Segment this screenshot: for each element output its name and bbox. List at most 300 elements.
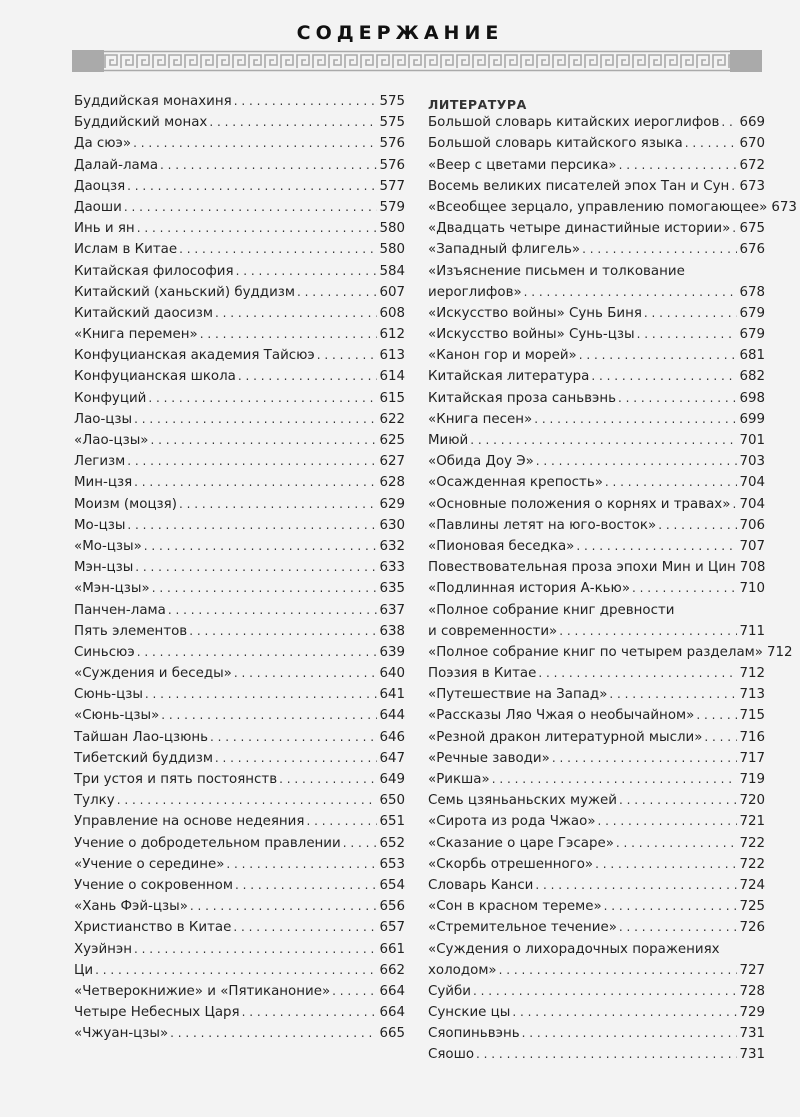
- dot-leader: [179, 497, 377, 511]
- dot-leader: [731, 179, 737, 193]
- toc-page-number: 608: [379, 305, 405, 321]
- toc-entry-title: Христианство в Китае: [74, 920, 232, 936]
- toc-entry-title: Даоши: [74, 199, 122, 215]
- toc-page-number: 731: [739, 1047, 765, 1063]
- toc-entry[interactable]: [74, 391, 405, 412]
- toc-entry[interactable]: [74, 1005, 405, 1026]
- toc-entry[interactable]: [428, 751, 765, 772]
- dot-leader: [234, 666, 378, 680]
- toc-entry-title: Поэзия в Китае: [428, 666, 537, 682]
- dot-leader: [492, 772, 738, 786]
- dot-leader: [238, 369, 378, 383]
- dot-leader: [148, 391, 377, 405]
- toc-page-number: 580: [379, 242, 405, 258]
- toc-entry-title: «Канон гор и морей»: [428, 348, 577, 364]
- border-block-left: [72, 50, 104, 72]
- toc-entry[interactable]: [428, 1005, 765, 1026]
- toc-page-number: 710: [739, 581, 765, 597]
- toc-page-number: 719: [739, 772, 765, 787]
- toc-entry-line: [428, 603, 765, 624]
- toc-entry-title: «Рикша»: [428, 772, 490, 787]
- toc-page-number: 632: [379, 538, 405, 554]
- dot-leader: [470, 433, 737, 447]
- toc-page-number: 675: [739, 221, 765, 237]
- toc-page-number: 698: [739, 390, 765, 406]
- toc-page-number: 665: [379, 1026, 405, 1042]
- dot-leader: [579, 348, 738, 362]
- toc-page-number: 661: [379, 941, 405, 957]
- dot-leader: [721, 115, 737, 129]
- toc-entry[interactable]: [74, 94, 405, 115]
- toc-page-number: 672: [739, 157, 765, 173]
- dot-leader: [134, 412, 377, 426]
- toc-entry-title: «Суждения и беседы»: [74, 666, 232, 682]
- dot-leader: [591, 369, 737, 383]
- toc-page-number: 703: [739, 454, 765, 470]
- toc-entry[interactable]: [74, 963, 405, 984]
- toc-entry[interactable]: [74, 306, 405, 327]
- dot-leader: [127, 179, 377, 193]
- toc-entry-title: «Искусство войны» Сунь-цзы: [428, 327, 635, 343]
- dot-leader: [179, 242, 377, 256]
- toc-page-number: 716: [739, 729, 765, 745]
- toc-entry-title: «Осажденная крепость»: [428, 475, 603, 491]
- toc-page-number: 699: [739, 411, 765, 427]
- toc-entry-title: «Полное собрание книг древности: [428, 602, 675, 618]
- toc-page-number: 622: [379, 411, 405, 427]
- dot-leader: [190, 899, 378, 913]
- dot-leader: [343, 836, 378, 850]
- toc-entry[interactable]: [74, 560, 405, 581]
- toc-page-number: 577: [379, 178, 405, 194]
- toc-entry-title: «Сказание о царе Гэсаре»: [428, 835, 614, 851]
- toc-entry-title: Тулку: [74, 793, 115, 809]
- toc-page-number: 712: [739, 666, 765, 682]
- toc-page-number: 669: [739, 115, 765, 131]
- toc-entry[interactable]: [428, 306, 765, 327]
- toc-entry[interactable]: [74, 687, 405, 708]
- toc-entry-line: [428, 942, 765, 963]
- dot-leader: [133, 136, 377, 150]
- toc-page-number: 629: [379, 496, 405, 512]
- toc-page-number: 679: [739, 305, 765, 321]
- toc-page-number: 638: [379, 623, 405, 639]
- toc-page-number: 575: [379, 115, 405, 131]
- toc-entry[interactable]: [428, 814, 765, 835]
- toc-page-number: 633: [379, 560, 405, 576]
- toc-entry[interactable]: [428, 857, 765, 878]
- toc-entry-title: Пять элементов: [74, 623, 188, 639]
- toc-entry[interactable]: [428, 475, 765, 496]
- toc-entry-title: Китайская проза саньвэнь: [428, 390, 617, 406]
- toc-entry[interactable]: [428, 412, 765, 433]
- dot-leader: [144, 539, 378, 553]
- toc-page-number: 653: [379, 856, 405, 872]
- toc-entry[interactable]: [74, 730, 405, 751]
- toc-entry[interactable]: [74, 920, 405, 941]
- toc-page-number: 708: [739, 560, 766, 576]
- toc-entry[interactable]: [428, 327, 765, 348]
- toc-entry-title: «Павлины летят на юго-восток»: [428, 517, 657, 533]
- toc-page-number: 649: [379, 772, 405, 787]
- dot-leader: [598, 814, 738, 828]
- toc-entry[interactable]: [428, 560, 765, 581]
- toc-entry[interactable]: [74, 475, 405, 496]
- toc-entry[interactable]: [74, 603, 405, 624]
- dot-leader: [317, 348, 378, 362]
- toc-page-number: 682: [739, 369, 765, 385]
- dot-leader: [534, 412, 737, 426]
- toc-entry[interactable]: [428, 984, 765, 1005]
- toc-entry-title: Сунские цы: [428, 1005, 511, 1021]
- toc-page-number: 625: [379, 433, 405, 448]
- dot-leader: [595, 857, 737, 871]
- toc-page-number: 724: [739, 877, 765, 893]
- toc-entry-title: Конфуцианская школа: [74, 369, 236, 385]
- toc-entry[interactable]: [74, 1026, 405, 1047]
- toc-entry[interactable]: [428, 793, 765, 814]
- dot-leader: [127, 518, 377, 532]
- meander-pattern: [104, 50, 730, 72]
- toc-page-number: 722: [739, 835, 765, 851]
- toc-entry[interactable]: [428, 836, 765, 857]
- toc-entry[interactable]: [74, 984, 405, 1005]
- toc-page-number: 628: [379, 475, 405, 491]
- toc-entry[interactable]: [74, 518, 405, 539]
- toc-page-number: 725: [739, 899, 765, 915]
- toc-entry[interactable]: [428, 285, 765, 306]
- toc-entry[interactable]: [74, 264, 405, 285]
- dot-leader: [696, 708, 737, 722]
- toc-page-number: 656: [379, 899, 405, 915]
- toc-entry-title: «Скорбь отрешенного»: [428, 856, 594, 872]
- dot-leader: [619, 793, 737, 807]
- toc-entry-title: «Искусство войны» Сунь Биня: [428, 305, 642, 321]
- dot-leader: [499, 963, 738, 977]
- toc-entry[interactable]: [74, 581, 405, 602]
- dot-leader: [236, 264, 378, 278]
- toc-page-number: 615: [379, 390, 405, 406]
- toc-page-number: 721: [739, 814, 765, 830]
- toc-page-number: 607: [379, 284, 405, 300]
- toc-entry[interactable]: [428, 158, 765, 179]
- toc-entry[interactable]: [74, 136, 405, 157]
- toc-entry[interactable]: [74, 942, 405, 963]
- toc-page-number: 613: [379, 348, 405, 364]
- toc-page-number: 670: [739, 136, 765, 152]
- toc-entry-title: «Лао-цзы»: [74, 433, 149, 448]
- toc-entry[interactable]: [74, 899, 405, 920]
- toc-page-number: 650: [379, 793, 405, 809]
- toc-entry-title: Синьсюэ: [74, 644, 135, 660]
- toc-entry-title: Тайшан Лао-цзюнь: [74, 729, 209, 745]
- toc-entry[interactable]: [428, 730, 765, 751]
- toc-entry-title: Сяошо: [428, 1047, 475, 1063]
- dot-leader: [145, 687, 378, 701]
- toc-entry-title: «Учение о середине»: [74, 856, 225, 872]
- toc-entry[interactable]: [428, 518, 765, 539]
- toc-page-number: 717: [739, 750, 765, 766]
- toc-entry-title: «Веер с цветами персика»: [428, 157, 617, 173]
- toc-page-number: 637: [379, 602, 405, 618]
- toc-entry-title: «Путешествие на Запад»: [428, 687, 608, 703]
- toc-entry-title: «Сон в красном тереме»: [428, 899, 602, 915]
- toc-entry[interactable]: [428, 644, 793, 666]
- dot-leader: [95, 963, 377, 977]
- toc-page-number: 701: [739, 433, 765, 448]
- toc-page-number: 681: [739, 348, 765, 364]
- toc-entry[interactable]: [74, 539, 405, 560]
- dot-leader: [619, 158, 738, 172]
- toc-entry-title: Буддийский монах: [74, 115, 208, 131]
- toc-page-number: 576: [379, 136, 405, 152]
- dot-leader: [604, 899, 738, 913]
- toc-entry-title: холодом»: [428, 962, 497, 978]
- toc-entry[interactable]: [428, 899, 765, 920]
- toc-entry[interactable]: [74, 327, 405, 348]
- toc-entry-title: Легизм: [74, 454, 126, 470]
- dot-leader: [476, 1047, 737, 1061]
- toc-entry[interactable]: [74, 878, 405, 899]
- toc-entry-title: Далай-лама: [74, 157, 159, 173]
- toc-entry[interactable]: [428, 221, 765, 242]
- meander-border: [72, 50, 762, 72]
- toc-page-number: 722: [739, 856, 765, 872]
- toc-page-number: 579: [379, 199, 405, 215]
- toc-page-number: 727: [739, 962, 765, 978]
- toc-page-number: 639: [379, 644, 405, 660]
- toc-entry[interactable]: [428, 624, 765, 645]
- toc-page-number: 729: [739, 1005, 765, 1021]
- toc-entry[interactable]: [428, 963, 765, 984]
- toc-page-number: 654: [379, 877, 405, 893]
- toc-entry-title: Даоцзя: [74, 178, 126, 194]
- dot-leader: [226, 857, 377, 871]
- dot-leader: [234, 94, 378, 108]
- dot-leader: [170, 1026, 377, 1040]
- toc-entry[interactable]: [74, 242, 405, 263]
- toc-entry-title: «Рассказы Ляо Чжая о необычайном»: [428, 708, 695, 724]
- toc-page-number: 657: [379, 920, 405, 936]
- toc-entry[interactable]: [74, 645, 405, 666]
- toc-entry[interactable]: [428, 454, 765, 475]
- toc-page-number: 711: [739, 623, 765, 639]
- page-title: СОДЕРЖАНИЕ: [296, 22, 504, 44]
- toc-page-number: 726: [739, 920, 765, 936]
- toc-page-number: 640: [379, 666, 405, 682]
- dot-leader: [524, 285, 738, 299]
- dot-leader: [210, 730, 377, 744]
- toc-entry-title: «Двадцать четыре династийные истории»: [428, 221, 731, 237]
- toc-entry-title: Конфуций: [74, 390, 147, 406]
- dot-leader: [137, 221, 378, 235]
- toc-entry[interactable]: [74, 666, 405, 687]
- dot-leader: [137, 645, 378, 659]
- dot-leader: [200, 327, 378, 341]
- toc-entry[interactable]: [74, 348, 405, 369]
- toc-entry-title: Ислам в Китае: [74, 242, 178, 258]
- toc-entry-title: «Изъяснение письмен и толкование: [428, 263, 685, 279]
- toc-entry[interactable]: [74, 793, 405, 814]
- toc-page-number: 679: [739, 327, 765, 343]
- dot-leader: [637, 327, 738, 341]
- toc-entry-title: иероглифов»: [428, 284, 522, 300]
- toc-entry-title: «Книга перемен»: [74, 327, 198, 343]
- toc-page-number: 713: [739, 687, 765, 703]
- toc-entry[interactable]: [428, 433, 765, 454]
- toc-page-number: 576: [379, 157, 405, 173]
- toc-entry[interactable]: [74, 221, 405, 242]
- toc-entry[interactable]: [428, 136, 765, 157]
- toc-entry[interactable]: [428, 497, 765, 518]
- toc-entry-title: Моизм (моцзя): [74, 496, 177, 512]
- toc-entry-title: Большой словарь китайских иероглифов: [428, 115, 720, 131]
- toc-entry-title: «Чжуан-цзы»: [74, 1026, 169, 1042]
- toc-entry[interactable]: [74, 412, 405, 433]
- toc-entry-title: Мин-цзя: [74, 475, 133, 491]
- toc-entry[interactable]: [74, 497, 405, 518]
- toc-entry[interactable]: [74, 433, 405, 454]
- toc-entry-title: Управление на основе недеяния: [74, 814, 305, 830]
- toc-entry[interactable]: [74, 115, 405, 136]
- dot-leader: [135, 560, 377, 574]
- toc-entry[interactable]: [428, 391, 765, 412]
- toc-entry[interactable]: [74, 857, 405, 878]
- toc-entry-title: «Суждения о лихорадочных поражениях: [428, 941, 720, 957]
- toc-entry-title: и современности»: [428, 623, 558, 639]
- toc-entry-title: Китайская литература: [428, 369, 590, 385]
- dot-leader: [619, 920, 738, 934]
- dot-leader: [160, 158, 377, 172]
- dot-leader: [552, 751, 738, 765]
- toc-entry-title: Три устоя и пять постоянств: [74, 772, 278, 787]
- section-title-literature: ЛИТЕРАТУРА: [428, 97, 527, 112]
- toc-entry-title: Семь цзяньаньских мужей: [428, 793, 617, 809]
- toc-entry-title: «Резной дракон литературной мысли»: [428, 729, 703, 745]
- toc-page-number: 630: [379, 517, 405, 533]
- toc-entry-title: Словарь Канси: [428, 877, 534, 893]
- toc-entry[interactable]: [428, 242, 765, 263]
- dot-leader: [124, 200, 378, 214]
- toc-entry[interactable]: [428, 348, 765, 369]
- toc-page-number: 707: [739, 538, 765, 554]
- toc-entry[interactable]: [74, 179, 405, 200]
- toc-entry-title: «Хань Фэй-цзы»: [74, 899, 188, 915]
- toc-entry[interactable]: [428, 115, 765, 136]
- dot-leader: [473, 984, 737, 998]
- toc-entry-title: Хуэйнэн: [74, 941, 133, 957]
- toc-entry-title: Инь и ян: [74, 221, 135, 237]
- toc-entry-title: Тибетский буддизм: [74, 750, 213, 766]
- toc-entry[interactable]: [428, 199, 797, 221]
- toc-entry-title: «Мэн-цзы»: [74, 581, 150, 597]
- toc-entry-title: Сюнь-цзы: [74, 687, 143, 703]
- toc-page-number: 641: [379, 687, 405, 703]
- toc-entry-title: Восемь великих писателей эпох Тан и Сун: [428, 178, 730, 194]
- toc-entry-title: Учение о сокровенном: [74, 877, 233, 893]
- toc-page-number: 647: [379, 750, 405, 766]
- dot-leader: [134, 942, 377, 956]
- toc-entry[interactable]: [74, 158, 405, 179]
- dot-leader: [576, 539, 737, 553]
- toc-entry[interactable]: [428, 708, 765, 729]
- dot-leader: [168, 603, 378, 617]
- toc-entry-title: Лао-цзы: [74, 411, 133, 427]
- dot-leader: [644, 306, 738, 320]
- toc-entry[interactable]: [428, 878, 765, 899]
- dot-leader: [127, 454, 377, 468]
- toc-entry-title: Буддийская монахиня: [74, 94, 232, 109]
- toc-page-number: 580: [379, 221, 405, 237]
- toc-entry[interactable]: [428, 666, 765, 687]
- toc-entry-title: Суйби: [428, 983, 471, 999]
- toc-entry[interactable]: [74, 624, 405, 645]
- dot-leader: [279, 772, 377, 786]
- toc-entry-title: Китайская философия: [74, 263, 234, 279]
- toc-page-number: 612: [379, 327, 405, 343]
- toc-entry[interactable]: [428, 687, 765, 708]
- toc-entry[interactable]: [428, 539, 765, 560]
- dot-leader: [332, 984, 377, 998]
- toc-page-number: 664: [379, 1005, 405, 1021]
- toc-entry-title: «Обида Доу Э»: [428, 454, 534, 470]
- dot-leader: [161, 708, 377, 722]
- toc-entry[interactable]: [74, 369, 405, 390]
- toc-entry[interactable]: [428, 1047, 765, 1068]
- toc-page-number: 673: [739, 178, 765, 194]
- dot-leader: [117, 793, 378, 807]
- dot-leader: [151, 433, 378, 447]
- toc-page-number: 706: [739, 517, 765, 533]
- dot-leader: [609, 687, 737, 701]
- dot-leader: [209, 115, 377, 129]
- toc-entry[interactable]: [74, 814, 405, 835]
- toc-entry[interactable]: [74, 836, 405, 857]
- toc-page-number: 652: [379, 835, 405, 851]
- dot-leader: [632, 581, 737, 595]
- toc-entry-title: Ци: [74, 962, 94, 978]
- toc-entry-title: Миюй: [428, 433, 469, 448]
- toc-entry[interactable]: [428, 772, 765, 793]
- dot-leader: [538, 666, 737, 680]
- toc-entry[interactable]: [428, 920, 765, 941]
- toc-entry-title: «Подлинная история А-кью»: [428, 581, 631, 597]
- toc-page-number: 646: [379, 729, 405, 745]
- toc-entry[interactable]: [428, 179, 765, 200]
- toc-entry[interactable]: [74, 772, 405, 793]
- toc-entry[interactable]: [428, 1026, 765, 1047]
- toc-entry[interactable]: [74, 200, 405, 221]
- dot-leader: [134, 475, 377, 489]
- toc-entry-title: Учение о добродетельном правлении: [74, 835, 341, 851]
- dot-leader: [536, 454, 738, 468]
- toc-entry-title: «Мо-цзы»: [74, 538, 142, 554]
- toc-entry[interactable]: [74, 751, 405, 772]
- toc-entry[interactable]: [428, 369, 765, 390]
- toc-entry[interactable]: [74, 708, 405, 729]
- toc-entry[interactable]: [74, 285, 405, 306]
- dot-leader: [233, 920, 377, 934]
- dot-leader: [535, 878, 737, 892]
- toc-entry-title: «Речные заводи»: [428, 750, 550, 766]
- dot-leader: [242, 1005, 378, 1019]
- toc-entry-title: Панчен-лама: [74, 602, 166, 618]
- toc-entry[interactable]: [428, 581, 765, 602]
- toc-entry[interactable]: [74, 454, 405, 475]
- toc-entry-title: «Пионовая беседка»: [428, 538, 575, 554]
- dot-leader: [235, 878, 377, 892]
- toc-page-number: 614: [379, 369, 405, 385]
